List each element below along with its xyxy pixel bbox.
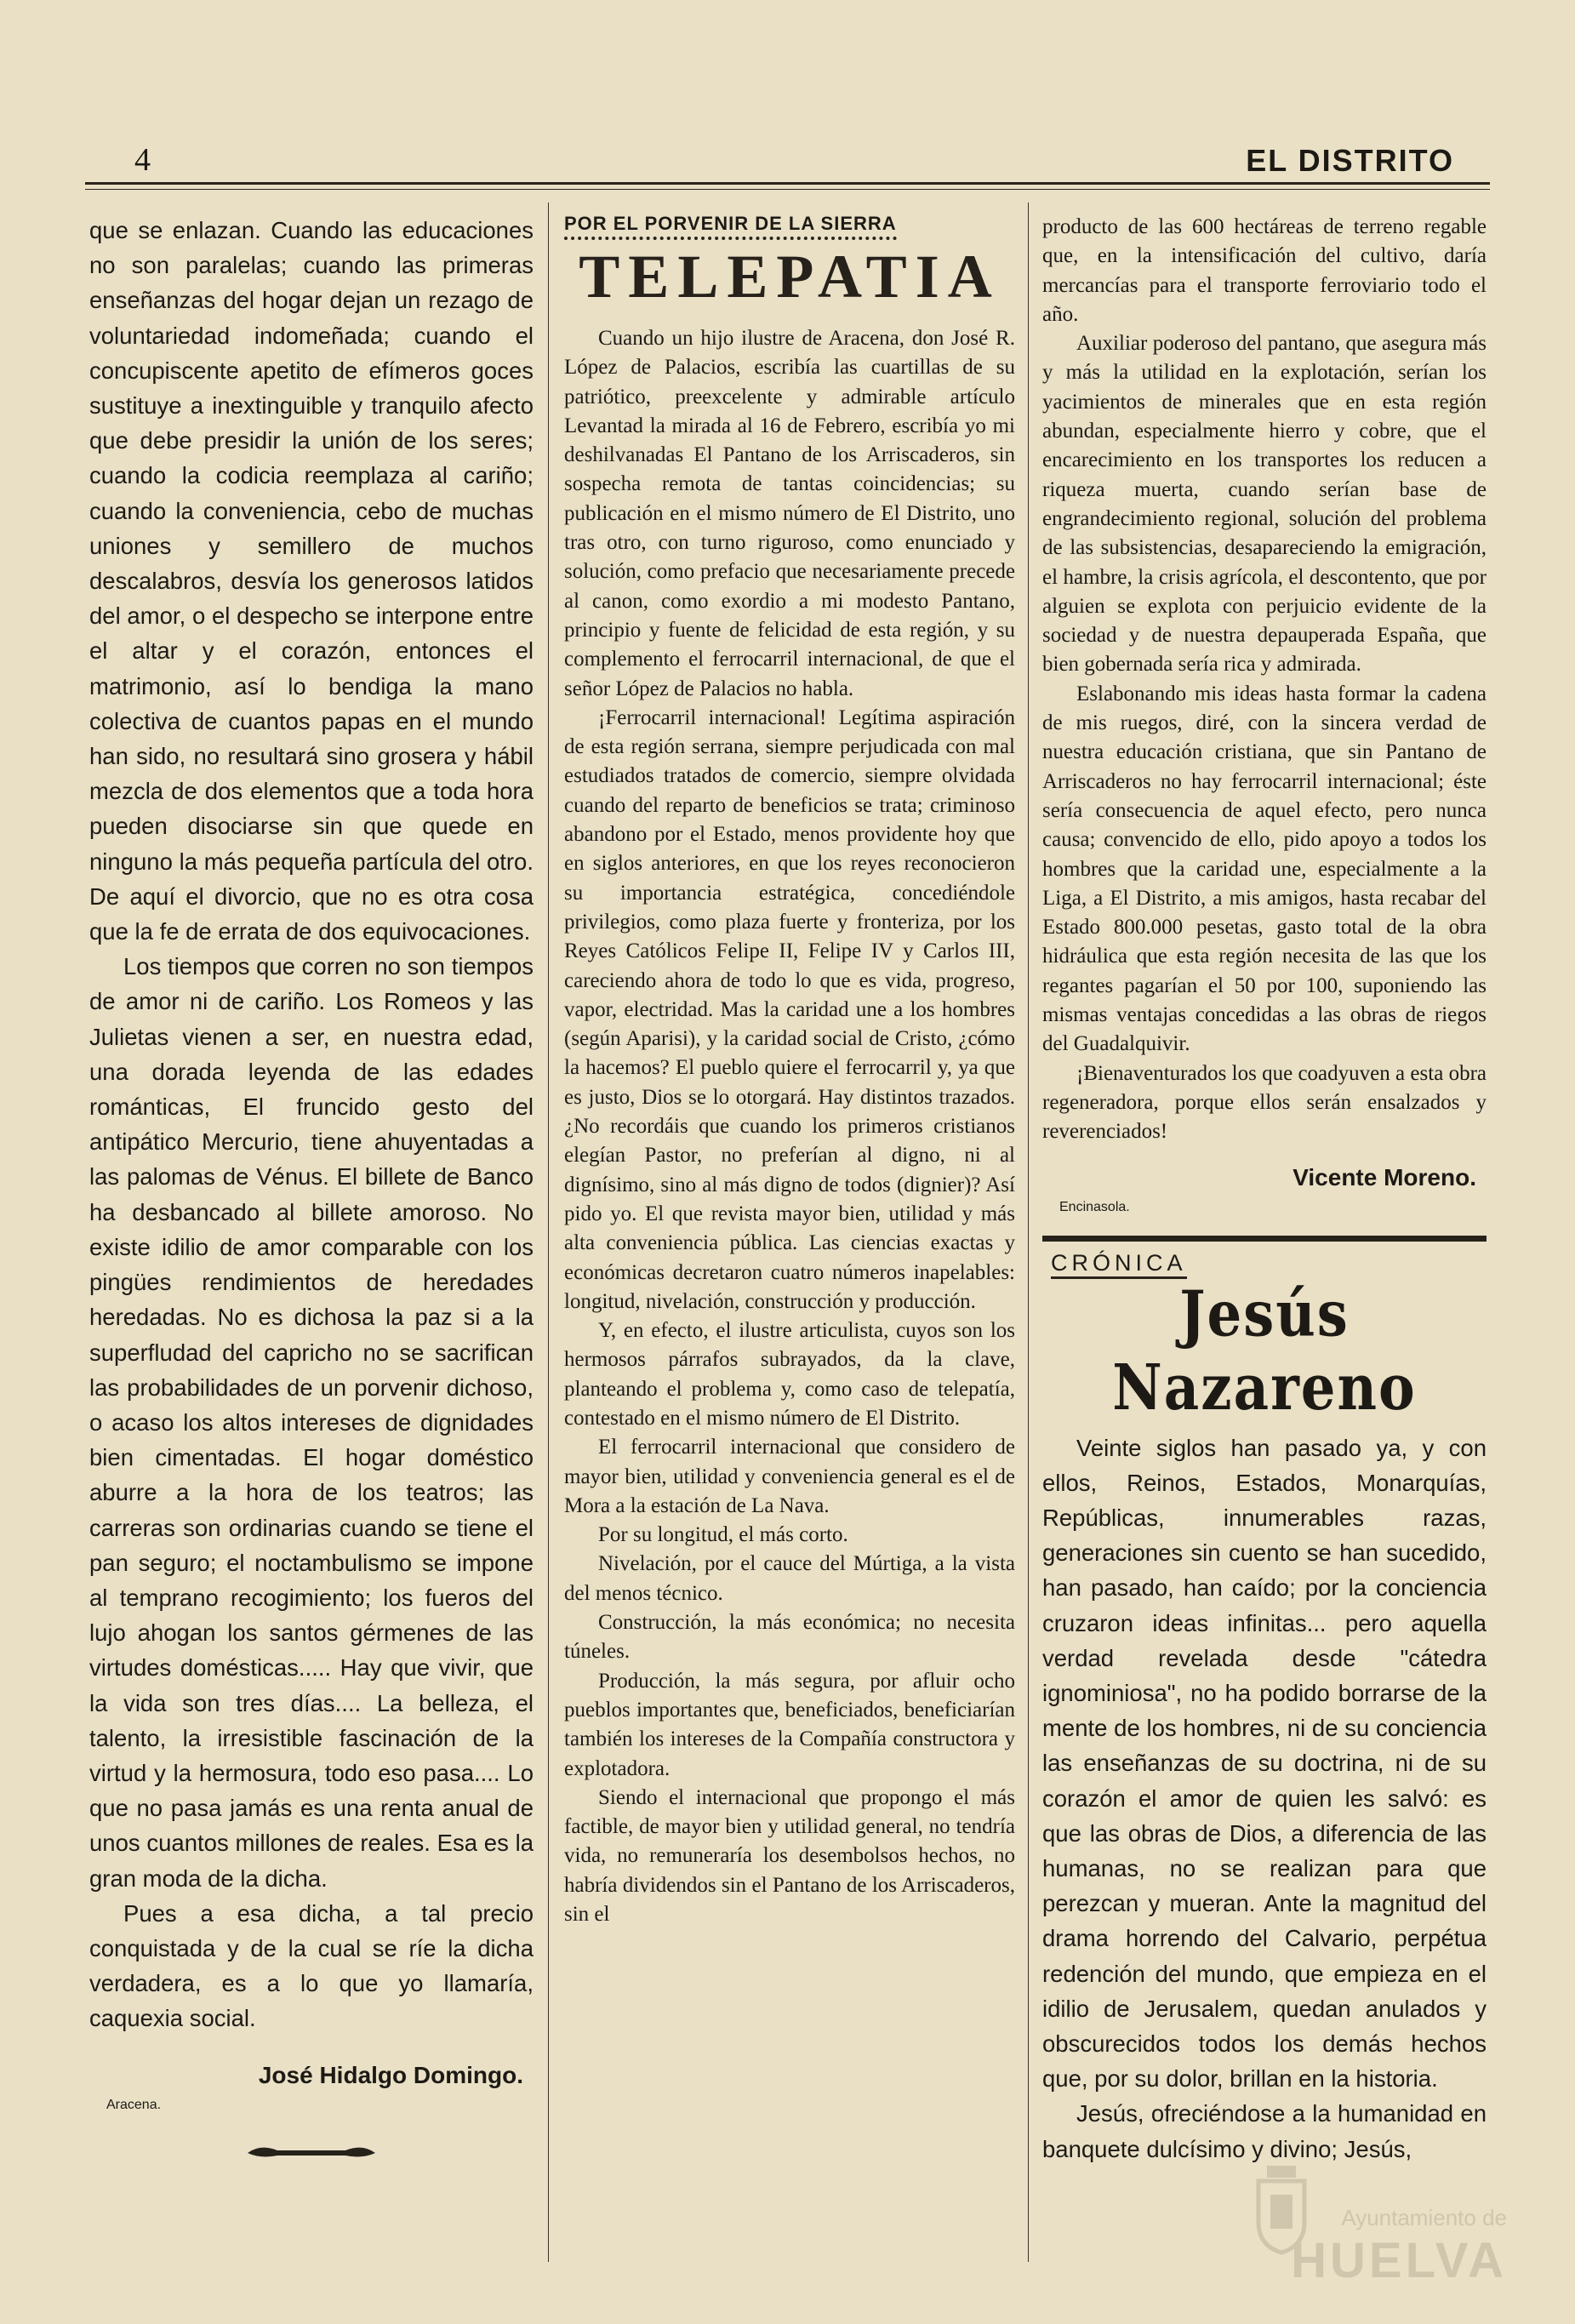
paragraph: que se enlazan. Cuando las educaciones no son paralelas; cuando las primeras enseñanzas del hogar dejan un rezago de voluntariedad indomeñada; cuando el concupiscente apetito de efímeros goces sustituye a inextinguible y tranquilo afecto que debe presidir la unión de los seres; cuando la codicia reemplaza al cariño; cuando la conveniencia, cebo de muchas uniones y semillero de muchos descalabros, desvía los generosos latidos del amor, o el despecho se interpone entre el altar y el corazón, entonces el matrimonio, así lo bendiga la mano colectiva de cuantos papas en el mundo han sido, no resultará sino grosera y hábil mezcla de dos elementos que a toda hora pueden disociarse sin que quede en ninguno la más pequeña partícula del otro. De aquí el divorcio, que no es otra cosa que la fe de errata de dos equivocaciones. [89,217,534,945]
paragraph: Cuando un hijo ilustre de Aracena, don José R. López de Palacios, escribía las cuartillas de su patriótico, preexcelente y admirable artículo Levantad la mirada al 16 de Febrero, escribía yo mi deshilvanadas El Pantano de los Arriscaderos, sin sospecha remota de tantas coincidencias; su publicación en el mismo número de El Distrito, uno tras otro, con turno riguroso, como enunciado y solución, como prefacio que necesariamente precede al canon, como exordio a mi modesto Pantano, principio y fuente de felicidad de esta región, y su complemento el ferrocarril internacional, de que el señor López de Palacios no habla. [564,327,1015,700]
author-signature: Vicente Moreno. [1293,1163,1476,1191]
paragraph: Jesús, ofreciéndose a la humanidad en banquete dulcísimo y divino; Jesús, [1042,2100,1487,2162]
section-divider [1042,1236,1487,1242]
paragraph: Pues a esa dicha, a tal precio conquistada y de la cual se ríe la dicha verdadera, es a lo que yo llamaría, caquexia social. [89,1899,534,2032]
dateline-place: Encinasola. [1059,1199,1130,1214]
author-signature: José Hidalgo Domingo. [258,2061,523,2088]
paragraph: Construcción, la más económica; no necesita túneles. [564,1611,1015,1664]
article-headline: TELEPATIA [579,243,1001,311]
page-header [85,134,1490,186]
watermark-line1: Ayuntamiento de [1341,2205,1507,2230]
paragraph: El ferrocarril internacional que considero de mayor bien, utilidad y conveniencia general es el de Mora a la estación de La Nava. [564,1436,1015,1517]
paragraph: producto de las 600 hectáreas de terreno regable que, en la intensificación del cultivo, daría mercancías para el transporte ferroviario todo el año. [1042,215,1487,326]
header-rule [85,182,1490,185]
header-rule-thin [85,189,1490,190]
column-left [89,213,534,2166]
masthead: EL DISTRITO [1246,143,1454,178]
paragraph: Veinte siglos han pasado ya, y con ellos, Reinos, Estados, Monarquías, Repúblicas, innumerables razas, generaciones sin cuento se han sucedido, han pasado, han caído; por la conciencia cruzaron ideas infinitas... pero aquella verdad revelada desde "cátedra ignominiosa", no ha podido borrarse de la mente de los hombres, ni de su conciencia las enseñanzas de su doctrina, ni de su corazón el amor de quien les salvó: es que las obras de Dios, a diferencia de las humanas, no se realizan para que perezcan y mueran. Ante la magnitud del drama horrendo del Calvario, perpétua redención del mundo, que empieza en el idilio de Jerusalem, quedan anulados y obscurecidos todos los demás hechos que, por su dolor, brillan en la historia. [1042,1434,1487,2093]
paragraph: Nivelación, por el cauce del Múrtiga, a la vista del menos técnico. [564,1552,1015,1605]
paragraph: Por su longitud, el más corto. [598,1523,848,1547]
paragraph: Auxiliar poderoso del pantano, que asegura más y más la utilidad en la explotación, serían los yacimientos de minerales que en esta región abundan, especialmente hierro y cobre, que el encarecimiento en los transportes los reducen a riqueza muerta, cuando serían base de engrandecimiento regional, solución del problema de las subsistencias, desapareciendo la emigración, el hambre, la crisis agrícola, el descontento, que por alguien se explota con perjuicio evidente de la sociedad y de nuestra depauperada España, que bien gobernada sería rica y admirada. [1042,332,1487,677]
section-kicker: POR EL PORVENIR DE LA SIERRA [564,213,897,240]
column-divider [1028,203,1029,2262]
column-middle [564,213,1015,1929]
article-headline: Jesús Nazareno [1112,1277,1417,1425]
ornament-icon [243,2140,379,2166]
watermark-line2: HUELVA [1291,2233,1507,2288]
paragraph: Eslabonando mis ideas hasta formar la cadena de mis ruegos, diré, con la sincera verdad de nuestra educación cristiana, que sin Pantano de Arriscaderos no hay ferrocarril internacional; éste sería consecuencia de aquel efecto, pero nunca causa; convencido de ello, pido apoyo a todos los hombres que la caridad une, especialmente a la Liga, a El Distrito, a mis amigos, hasta recabar del Estado 800.000 pesetas, gasto total de la obra hidráulica que esta región necesita de las que los regantes pagarían el 50 por 100, suponiendo las mismas ventajas concedidas a las obras de riegos del Guadalquivir. [1042,682,1487,1056]
page-number: 4 [134,142,151,178]
archive-watermark [1252,2154,1507,2298]
paragraph: Y, en efecto, el ilustre articulista, cuyos son los hermosos párrafos subrayados, da la clave, planteando el problema y, como caso de telepatía, contestado en el mismo número de El Distrito. [564,1319,1015,1430]
section-kicker: CRÓNICA [1051,1250,1187,1279]
column-divider [548,203,549,2262]
paragraph: Los tiempos que corren no son tiempos de amor ni de cariño. Los Romeos y las Julietas vienen a ser, en nuestra edad, una dorada leyenda de las edades románticas, El fruncido gesto del antipático Mercurio, tiene ahuyentadas a las palomas de Vénus. El billete de Banco ha desbancado al billete amoroso. No existe idilio de amor comparable con los pingües rendimientos de heredades heredadas. No es dichosa la paz si a la superfludad del capricho no se sacrifican las probabilidades de un porvenir dichoso, o acaso los altos intereses de dignidades bien cimentadas. El hogar doméstico aburre a la hora de los teatros; las carreras son ordinarias cuando se tiene el pan seguro; el noctambulismo se impone al temprano recogimiento; los fueros del lujo ahogan los santos gérmenes de las virtudes domésticas..... Hay que vivir, que la vida son tres días.... La belleza, el talento, la irresistible fascinación de la virtud y la hermosura, todo eso pasa.... Lo que no pasa jamás es una renta anual de unos cuantos millones de reales. Esa es la gran moda de la dicha. [89,953,534,1892]
column-right [1042,213,1487,2167]
paragraph: Siendo el internacional que propongo el más factible, de mayor bien y utilidad general, no tendría vida, no remuneraría los desembolsos hechos, no habría dividendos sin el Pantano de los Arriscaderos, sin el [564,1785,1015,1927]
paragraph: ¡Ferrocarril internacional! Legítima aspiración de esta región serrana, siempre perjudicada con mal estudiados tratados de comercio, siempre olvidada cuando del reparto de beneficios se trata; criminoso abandono por el Estado, menos providente hoy que en siglos anteriores, en que los reyes reconocieron su importancia estratégica, concediéndole privilegios, como plaza fuerte y fronteriza, por los Reyes Católicos Felipe II, Felipe IV y Carlos III, careciendo ahora de todo lo que es vida, progreso, vapor, electridad. Mas la caridad une a los hombres (según Aparisi), y la caridad social de Cristo, ¿cómo la hacemos? El pueblo quiere el ferrocarril y, ya que es justo, Dios se lo otorgará. Hay distintos trazados. ¿No recordáis que cuando los primeros cristianos elegían Pastor, no preferían al digno, ni al dignísimo, sino al más digno de todos (dignier)? Así pido yo. El que revista mayor bien, utilidad y más alta conveniencia pública. Las ciencias exactas y económicas decretaron cuatro números inapelables: longitud, nivelación, construcción y producción. [564,705,1015,1313]
cronica-body [1042,1430,1487,2167]
paragraph: ¡Bienaventurados los que coadyuven a esta obra regeneradora, porque ellos serán ensalzados y reverenciados! [1042,1061,1487,1144]
dateline-place: Aracena. [106,2097,162,2112]
paragraph: Producción, la más segura, por afluir ocho pueblos importantes que, beneficiados, beneficiarían también los intereses de la Compañía constructora y explotadora. [564,1669,1015,1780]
